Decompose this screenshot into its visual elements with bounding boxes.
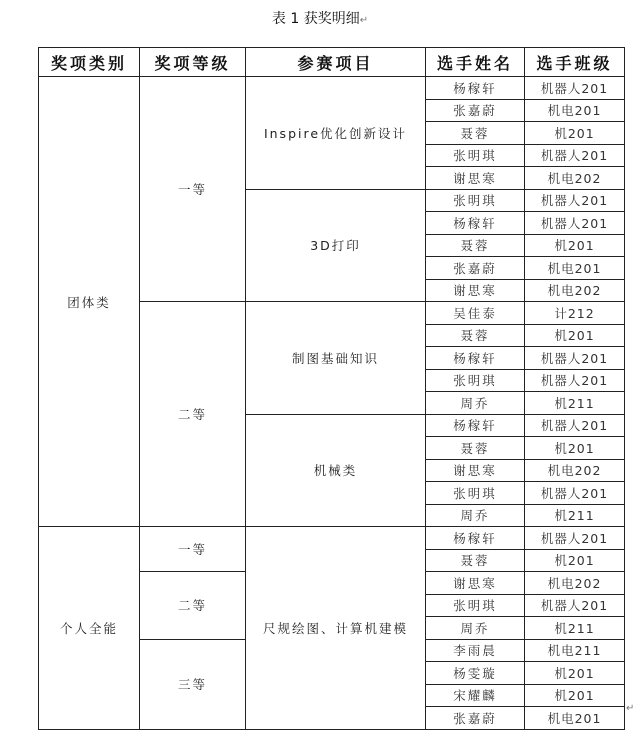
player-class-cell: 机电201 bbox=[525, 99, 625, 122]
player-class-cell: 机201 bbox=[525, 324, 625, 347]
player-name-cell: 周乔 bbox=[426, 504, 525, 527]
player-class-cell: 机器人201 bbox=[525, 77, 625, 100]
player-class-cell: 机电202 bbox=[525, 279, 625, 302]
player-name-cell: 张明琪 bbox=[426, 594, 525, 617]
table-row bbox=[39, 527, 625, 550]
player-name-cell: 聂蓉 bbox=[426, 437, 525, 460]
player-name-cell: 张明琪 bbox=[426, 189, 525, 212]
player-class-cell: 机器人201 bbox=[525, 212, 625, 235]
player-name-cell: 张明琪 bbox=[426, 482, 525, 505]
player-class-cell: 机器人201 bbox=[525, 144, 625, 167]
level-cell: 二等 bbox=[140, 302, 246, 527]
player-class-cell: 机器人201 bbox=[525, 482, 625, 505]
player-name-cell: 杨稼轩 bbox=[426, 77, 525, 100]
player-name-cell: 李雨晨 bbox=[426, 639, 525, 662]
header-project: 参赛项目 bbox=[246, 48, 426, 77]
row-end-mark: ↵ bbox=[626, 703, 635, 714]
player-class-cell: 机电201 bbox=[525, 257, 625, 280]
project-cell: 制图基础知识 bbox=[246, 302, 426, 415]
player-name-cell: 谢思寒 bbox=[426, 572, 525, 595]
header-level: 奖项等级 bbox=[140, 48, 246, 77]
player-name-cell: 周乔 bbox=[426, 617, 525, 640]
player-class-cell: 计212 bbox=[525, 302, 625, 325]
table-body bbox=[39, 77, 625, 730]
project-cell: 尺规绘图、计算机建模 bbox=[246, 527, 426, 730]
player-name-cell: 吴佳泰 bbox=[426, 302, 525, 325]
table-caption-text: 表 1 获奖明细 bbox=[271, 11, 360, 27]
project-cell: 机械类 bbox=[246, 414, 426, 527]
player-name-cell: 杨稼轩 bbox=[426, 414, 525, 437]
player-name-cell: 宋耀麟 bbox=[426, 684, 525, 707]
player-name-cell: 谢思寒 bbox=[426, 167, 525, 190]
project-cell: Inspire优化创新设计 bbox=[246, 77, 426, 190]
player-name-cell: 张明琪 bbox=[426, 369, 525, 392]
player-name-cell: 聂蓉 bbox=[426, 122, 525, 145]
player-class-cell: 机201 bbox=[525, 662, 625, 685]
player-name-cell: 聂蓉 bbox=[426, 234, 525, 257]
player-class-cell: 机电201 bbox=[525, 707, 625, 730]
player-name-cell: 谢思寒 bbox=[426, 459, 525, 482]
player-class-cell: 机器人201 bbox=[525, 347, 625, 370]
project-cell: 3D打印 bbox=[246, 189, 426, 302]
header-name: 选手姓名 bbox=[426, 48, 525, 77]
player-class-cell: 机电211 bbox=[525, 639, 625, 662]
player-class-cell: 机211 bbox=[525, 617, 625, 640]
player-class-cell: 机201 bbox=[525, 549, 625, 572]
player-name-cell: 张嘉蔚 bbox=[426, 99, 525, 122]
header-row bbox=[39, 48, 625, 77]
header-class: 选手班级 bbox=[525, 48, 625, 77]
player-class-cell: 机器人201 bbox=[525, 414, 625, 437]
award-table bbox=[38, 47, 625, 730]
player-class-cell: 机211 bbox=[525, 504, 625, 527]
category-cell: 团体类 bbox=[39, 77, 140, 527]
player-class-cell: 机电202 bbox=[525, 459, 625, 482]
player-name-cell: 张嘉蔚 bbox=[426, 257, 525, 280]
player-class-cell: 机201 bbox=[525, 122, 625, 145]
player-name-cell: 周乔 bbox=[426, 392, 525, 415]
player-name-cell: 杨稼轩 bbox=[426, 347, 525, 370]
player-name-cell: 谢思寒 bbox=[426, 279, 525, 302]
player-name-cell: 张嘉蔚 bbox=[426, 707, 525, 730]
player-class-cell: 机电202 bbox=[525, 572, 625, 595]
player-name-cell: 聂蓉 bbox=[426, 324, 525, 347]
player-name-cell: 杨稼轩 bbox=[426, 527, 525, 550]
header-category: 奖项类别 bbox=[39, 48, 140, 77]
player-class-cell: 机201 bbox=[525, 437, 625, 460]
table-row bbox=[39, 77, 625, 100]
level-cell: 二等 bbox=[140, 572, 246, 640]
player-class-cell: 机电202 bbox=[525, 167, 625, 190]
table-caption bbox=[0, 8, 640, 28]
player-name-cell: 杨雯璇 bbox=[426, 662, 525, 685]
player-class-cell: 机211 bbox=[525, 392, 625, 415]
player-name-cell: 聂蓉 bbox=[426, 549, 525, 572]
player-class-cell: 机器人201 bbox=[525, 189, 625, 212]
category-cell: 个人全能 bbox=[39, 527, 140, 730]
player-class-cell: 机201 bbox=[525, 684, 625, 707]
player-class-cell: 机器人201 bbox=[525, 527, 625, 550]
player-name-cell: 杨稼轩 bbox=[426, 212, 525, 235]
level-cell: 一等 bbox=[140, 77, 246, 302]
level-cell: 三等 bbox=[140, 639, 246, 729]
player-class-cell: 机201 bbox=[525, 234, 625, 257]
player-name-cell: 张明琪 bbox=[426, 144, 525, 167]
player-class-cell: 机器人201 bbox=[525, 369, 625, 392]
level-cell: 一等 bbox=[140, 527, 246, 572]
paragraph-mark: ↵ bbox=[359, 15, 369, 26]
player-class-cell: 机器人201 bbox=[525, 594, 625, 617]
